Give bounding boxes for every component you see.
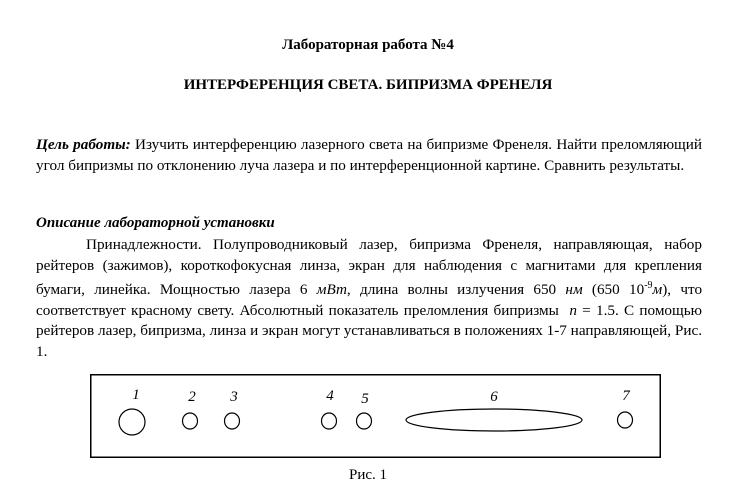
position-4-mark (322, 413, 337, 429)
position-5-mark (357, 413, 372, 429)
position-label: 2 (188, 389, 196, 405)
description-text-3b: ), что соответствует красному свету. Абсолютный показатель преломления бипризмы (36, 281, 703, 319)
position-1-mark (119, 409, 145, 435)
description-text-3a: (650 10 (591, 281, 645, 299)
description-paragraph (36, 235, 702, 362)
goal-label: Цель работы: (36, 136, 131, 153)
position-2-mark (183, 413, 198, 429)
position-3-mark (225, 413, 240, 429)
position-label: 4 (326, 388, 334, 404)
unit-nm: нм (565, 281, 583, 299)
position-6-mark (406, 409, 582, 431)
description-text-1: Принадлежности. Полупроводниковый лазер, бипризма Френеля, направляющая, набор рейтеров (зажимов), короткофокусная линза, экран для наблюдения с магнитами для крепления бумаги, линейка. Мощностью лазера 6 (36, 236, 702, 299)
formula-value: = 1.5 (582, 301, 615, 319)
figure-caption: Рис. 1 (348, 467, 388, 483)
formula-n: n (569, 301, 577, 319)
position-label: 6 (490, 389, 498, 405)
optical-rail-figure (90, 374, 661, 458)
goal-text: Изучить интерференцию лазерного света на бипризме Френеля. Найти преломляющий угол бипризмы по отклонению луча лазера и по интерференционной картине. Сравнить результаты. (36, 136, 703, 174)
position-label: 5 (361, 391, 369, 407)
description-text-4: . С помощью рейтеров лазер, бипризма, линза и экран могут устанавливаться в положениях 1-7 направляющей, Рис. 1. (36, 301, 702, 360)
position-label: 7 (622, 388, 630, 404)
position-label: 3 (230, 389, 238, 405)
main-title: ИНТЕРФЕРЕНЦИЯ СВЕТА. БИПРИЗМА ФРЕНЕЛЯ (183, 77, 553, 93)
lab-title: Лабораторная работа №4 (282, 37, 454, 53)
exponent: -9 (644, 280, 653, 291)
description-heading: Описание лабораторной установки (36, 215, 275, 231)
unit-mw: мВт (316, 281, 347, 299)
description-text-2: , длина волны излучения 650 (346, 281, 557, 299)
rail-diagram (90, 374, 661, 458)
unit-m: м (652, 281, 663, 299)
goal-paragraph (36, 135, 702, 176)
position-7-mark (618, 412, 633, 428)
position-label: 1 (132, 387, 140, 403)
